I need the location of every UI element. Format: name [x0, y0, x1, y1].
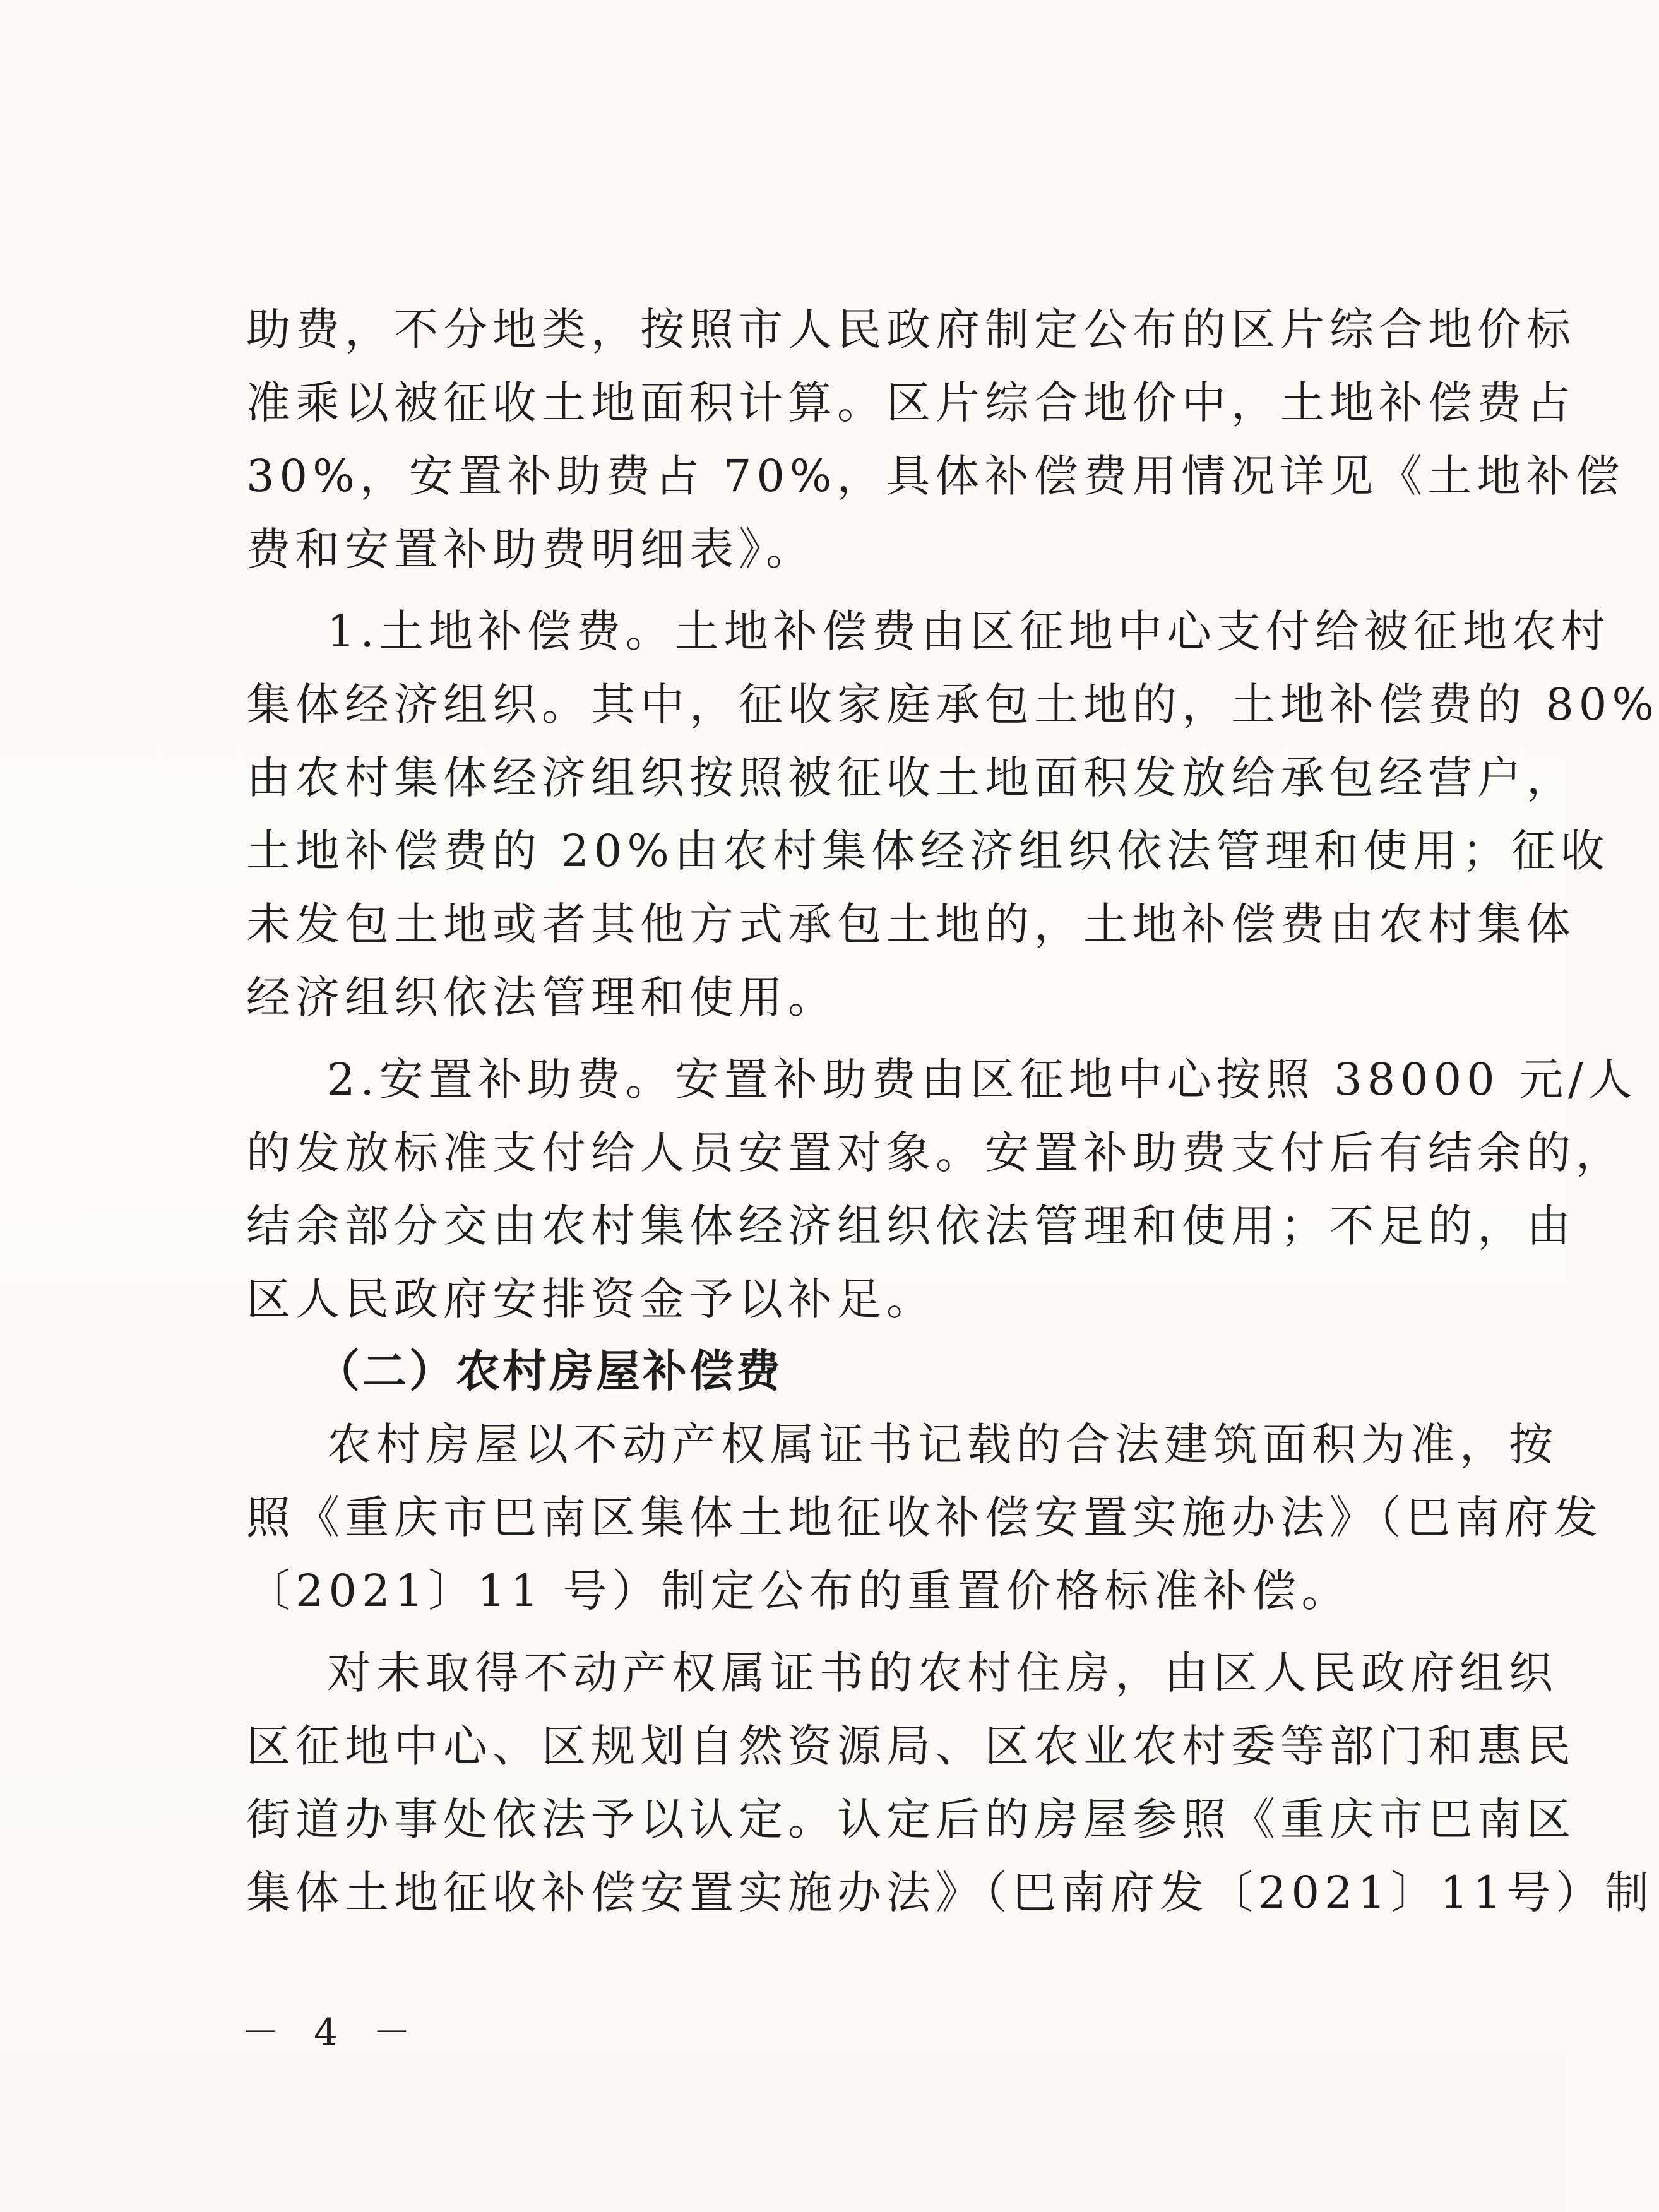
text-line-1: 助费，不分地类，按照市人民政府制定公布的区片综合地价标 — [246, 304, 1576, 355]
paragraph-land-compensation-line-5: 未发包土地或者其他方式承包土地的，土地补偿费由农村集体 — [246, 898, 1576, 950]
paragraph-resettlement-line-2: 的发放标准支付给人员安置对象。安置补助费支付后有结余的， — [246, 1127, 1625, 1179]
paragraph-house-line-2: 照《重庆市巴南区集体土地征收补偿安置实施办法》（巴南府发 — [246, 1492, 1603, 1543]
paragraph-land-compensation-line-6: 经济组织依法管理和使用。 — [246, 972, 837, 1023]
text-line-3: 30%，安置补助费占 70%，具体补偿费用情况详见《土地补偿 — [246, 450, 1625, 502]
paragraph-land-compensation-line-4: 土地补偿费的 20%由农村集体经济组织依法管理和使用；征收 — [246, 825, 1610, 877]
paragraph-unregistered-line-4: 集体土地征收补偿安置实施办法》（巴南府发〔2021〕11号）制 — [246, 1867, 1655, 1918]
section-heading-house-compensation: （二）农村房屋补偿费 — [316, 1345, 783, 1397]
paragraph-resettlement-line-1: 2.安置补助费。安置补助费由区征地中心按照 38000 元/人 — [327, 1054, 1638, 1105]
paragraph-unregistered-line-2: 区征地中心、区规划自然资源局、区农业农村委等部门和惠民 — [246, 1720, 1576, 1772]
text-line-4: 费和安置补助费明细表》。 — [246, 523, 815, 575]
paragraph-land-compensation-line-1: 1.土地补偿费。土地补偿费由区征地中心支付给被征地农村 — [327, 605, 1610, 657]
paragraph-unregistered-line-3: 街道办事处依法予以认定。认定后的房屋参照《重庆市巴南区 — [246, 1793, 1576, 1845]
text-line-2: 准乘以被征收土地面积计算。区片综合地价中，土地补偿费占 — [246, 377, 1576, 429]
paragraph-unregistered-line-1: 对未取得不动产权属证书的农村住房，由区人民政府组织 — [327, 1647, 1558, 1699]
paragraph-resettlement-line-4: 区人民政府安排资金予以补足。 — [246, 1273, 936, 1325]
paragraph-land-compensation-line-3: 由农村集体经济组织按照被征收土地面积发放给承包经营户， — [246, 752, 1576, 804]
page-number: － 4 － — [241, 2011, 422, 2055]
paragraph-house-line-3: 〔2021〕11 号）制定公布的重置价格标准补偿。 — [246, 1565, 1351, 1617]
paragraph-resettlement-line-3: 结余部分交由农村集体经济组织依法管理和使用；不足的，由 — [246, 1200, 1576, 1252]
paragraph-land-compensation-line-2: 集体经济组织。其中，征收家庭承包土地的，土地补偿费的 80% — [246, 679, 1659, 730]
paragraph-house-line-1: 农村房屋以不动产权属证书记载的合法建筑面积为准，按 — [327, 1418, 1558, 1470]
